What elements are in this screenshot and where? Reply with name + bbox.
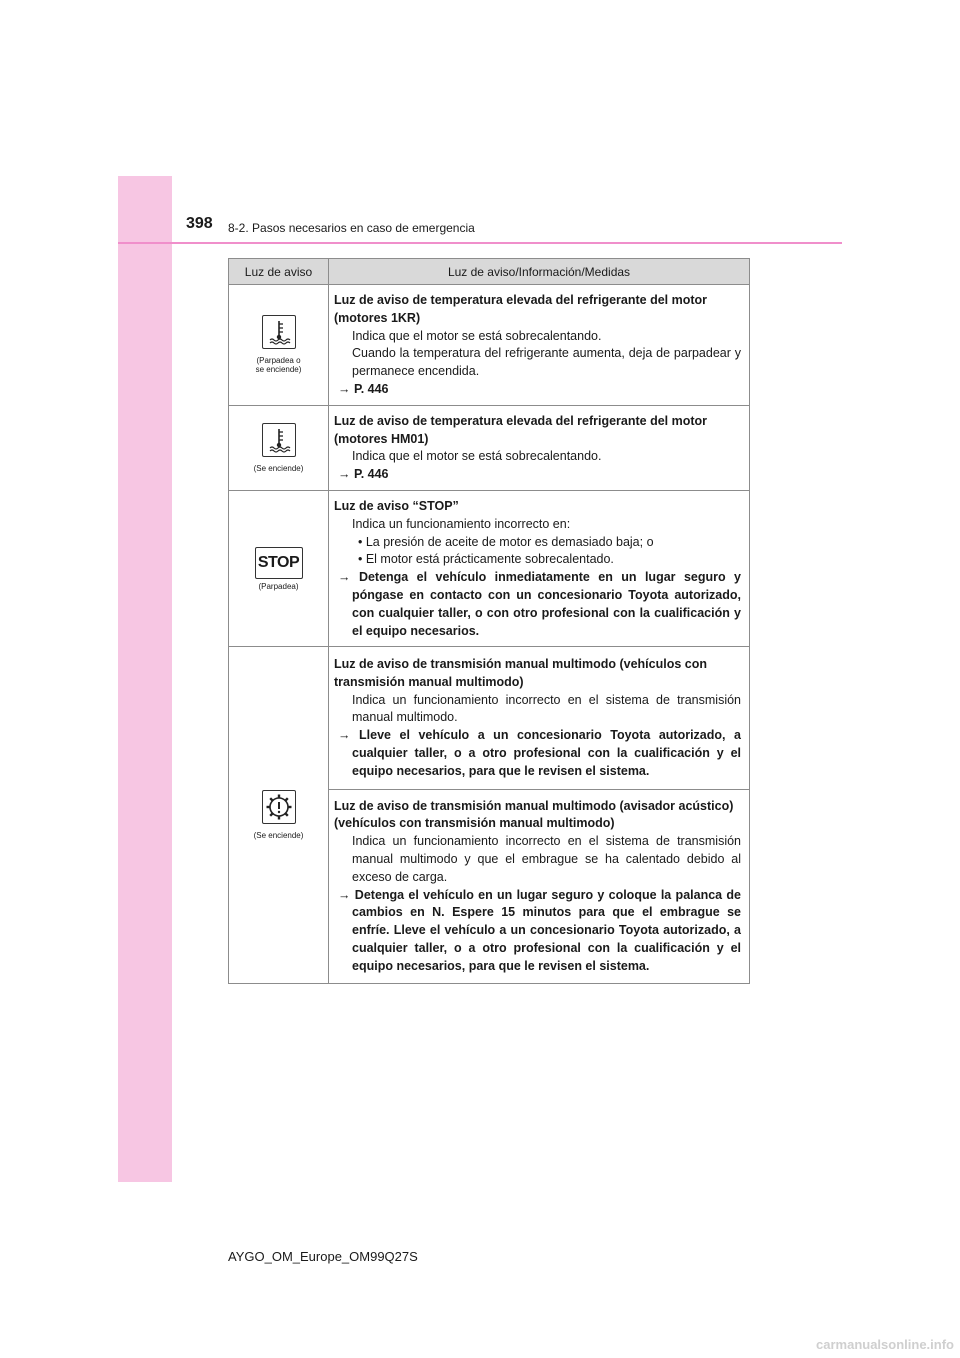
table-row bbox=[229, 490, 750, 646]
icon-caption: (Se enciende) bbox=[253, 463, 304, 473]
arrow-icon: → bbox=[338, 570, 351, 585]
warning-block-1 bbox=[334, 656, 741, 781]
warning-title: Luz de aviso de temperatura elevada del refrigerante del motor (motores 1KR) bbox=[334, 293, 708, 325]
watermark-brand[interactable]: carmanualsonline.info bbox=[816, 1337, 954, 1352]
warning-title: Luz de aviso de transmisión manual multimodo (avisador acústico) (vehículos con transmisión manual multimodo) bbox=[334, 798, 734, 831]
info-cell bbox=[329, 285, 750, 406]
col-header-light: Luz de aviso bbox=[229, 259, 329, 285]
table-header-row bbox=[229, 259, 750, 285]
page-reference[interactable]: P. 446 bbox=[353, 467, 389, 482]
header-rule bbox=[118, 242, 842, 244]
info-cell bbox=[329, 405, 750, 490]
warning-title: Luz de aviso de transmisión manual multimodo (vehículos con transmisión manual multimodo) bbox=[334, 657, 707, 689]
stop-icon: STOP bbox=[255, 547, 303, 579]
action-line bbox=[334, 381, 741, 399]
bullet-item: • El motor está prácticamente sobrecalentado. bbox=[358, 552, 614, 567]
info-cell bbox=[329, 490, 750, 646]
coolant-temperature-icon bbox=[262, 423, 296, 457]
side-tab-strip bbox=[118, 176, 172, 1182]
coolant-temperature-icon bbox=[262, 315, 296, 349]
action-text: Detenga el vehículo inmediatamente en un lugar seguro y póngase en contacto con un concesionario Toyota autorizado, con cualquier taller, o con otro profesional con la cualificación y el equipo necesarios. bbox=[352, 570, 741, 638]
warning-lights-table bbox=[228, 258, 750, 984]
icon-caption: (Parpadea) bbox=[258, 581, 299, 591]
icon-caption: (Parpadea o se enciende) bbox=[255, 356, 302, 375]
transmission-gear-icon bbox=[262, 790, 296, 824]
icon-cell bbox=[229, 490, 329, 646]
col-header-info: Luz de aviso/Información/Medidas bbox=[329, 259, 750, 285]
description-line: Cuando la temperatura del refrigerante aumenta, deja de parpadear y permanece encendida. bbox=[352, 346, 741, 379]
action-line bbox=[334, 569, 741, 640]
document-id: AYGO_OM_Europe_OM99Q27S bbox=[228, 1249, 418, 1264]
icon-caption: (Se enciende) bbox=[253, 831, 304, 841]
section-title: 8-2. Pasos necesarios en caso de emergencia bbox=[228, 221, 475, 235]
arrow-icon: → bbox=[338, 728, 351, 743]
arrow-icon: → bbox=[338, 381, 351, 396]
page-number: 398 bbox=[186, 215, 213, 232]
icon-cell bbox=[229, 647, 329, 984]
action-line bbox=[334, 887, 741, 976]
description-line: Indica un funcionamiento incorrecto en el sistema de transmisión manual multimodo y que el embrague se ha calentado debido al exceso de carga. bbox=[352, 834, 741, 884]
action-text: Detenga el vehículo en un lugar seguro y coloque la palanca de cambios en N. Espere 15 minutos para que el embrague se enfríe. Lleve el vehículo a un concesionario Toyota autorizado, a cualquier taller, o a otro profesional con la cualificación y el equipo necesarios, para que le revisen el sistema. bbox=[352, 887, 741, 973]
action-line bbox=[334, 727, 741, 780]
description-line: Indica que el motor se está sobrecalentando. bbox=[352, 449, 602, 464]
table-row bbox=[229, 285, 750, 406]
warning-title: Luz de aviso “STOP” bbox=[334, 498, 459, 513]
warning-block-2 bbox=[334, 798, 741, 976]
table-row bbox=[229, 647, 750, 984]
info-cell bbox=[329, 647, 750, 984]
action-text: Lleve el vehículo a un concesionario Toyota autorizado, a cualquier taller, o a otro profesional con la cualificación y el equipo necesarios, para que le revisen el sistema. bbox=[352, 728, 741, 778]
warning-title: Luz de aviso de temperatura elevada del refrigerante del motor (motores HM01) bbox=[334, 413, 708, 446]
description-line: Indica un funcionamiento incorrecto en: bbox=[352, 516, 571, 531]
table-row bbox=[229, 405, 750, 490]
arrow-icon: → bbox=[338, 887, 351, 902]
arrow-icon: → bbox=[338, 467, 351, 482]
page-reference[interactable]: P. 446 bbox=[353, 381, 389, 396]
icon-cell bbox=[229, 405, 329, 490]
row-divider bbox=[329, 789, 749, 790]
icon-cell bbox=[229, 285, 329, 406]
bullet-item: • La presión de aceite de motor es demasiado baja; o bbox=[358, 534, 654, 549]
action-line bbox=[334, 466, 741, 484]
description-line: Indica un funcionamiento incorrecto en el sistema de transmisión manual multimodo. bbox=[352, 692, 741, 725]
description-line: Indica que el motor se está sobrecalentando. bbox=[352, 328, 602, 343]
